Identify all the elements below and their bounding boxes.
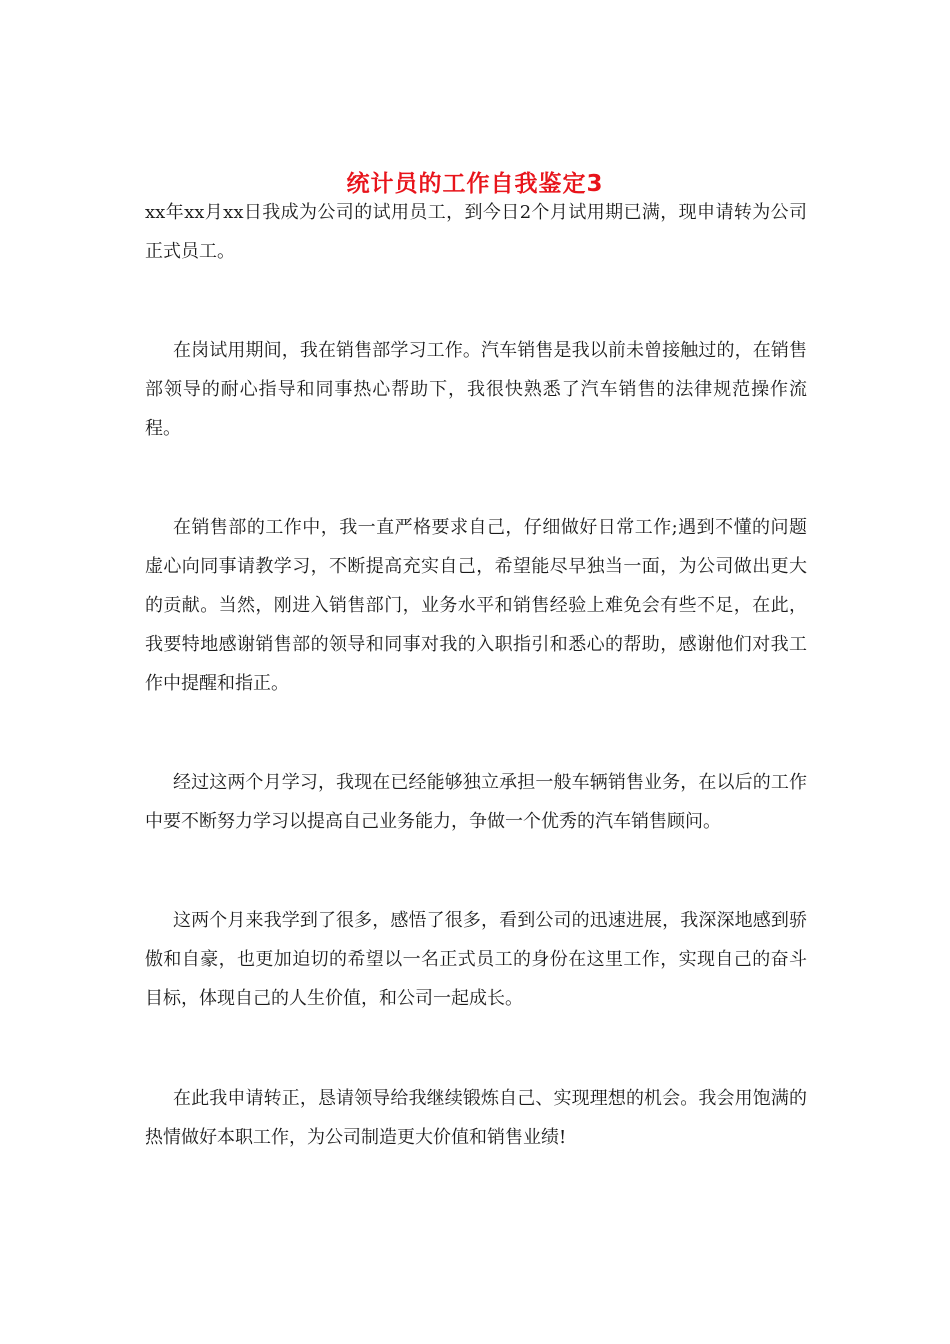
paragraph-trial-period: 在岗试用期间，我在销售部学习工作。汽车销售是我以前未曾接触过的，在销售部领导的耐心指导和同事热心帮助下，我很快熟悉了汽车销售的法律规范操作流程。	[145, 340, 807, 439]
paragraph-sales-work: 在销售部的工作中，我一直严格要求自己，仔细做好日常工作;遇到不懂的问题虚心向同事请教学习，不断提高充实自己，希望能尽早独当一面，为公司做出更大的贡献。当然，刚进入销售部门，业务水平和销售经验上难免会有些不足，在此，我要特地感谢销售部的领导和同事对我的入职指引和悉心的帮助，感谢他们对我工作中提醒和指正。	[145, 517, 807, 694]
paragraph-intro: xx年xx月xx日我成为公司的试用员工，到今日2个月试用期已满，现申请转为公司正式员工。	[145, 202, 807, 262]
paragraph-progress: 经过这两个月学习，我现在已经能够独立承担一般车辆销售业务，在以后的工作中要不断努力学习以提高自己业务能力，争做一个优秀的汽车销售顾问。	[145, 772, 807, 832]
paragraph-reflection: 这两个月来我学到了很多，感悟了很多，看到公司的迅速进展，我深深地感到骄傲和自豪，也更加迫切的希望以一名正式员工的身份在这里工作，实现自己的奋斗目标，体现自己的人生价值，和公司一起成长。	[145, 910, 807, 1009]
document-title: 统计员的工作自我鉴定3	[346, 171, 604, 198]
paragraph-request: 在此我申请转正，恳请领导给我继续锻炼自己、实现理想的机会。我会用饱满的热情做好本职工作，为公司制造更大价值和销售业绩!	[145, 1088, 807, 1148]
